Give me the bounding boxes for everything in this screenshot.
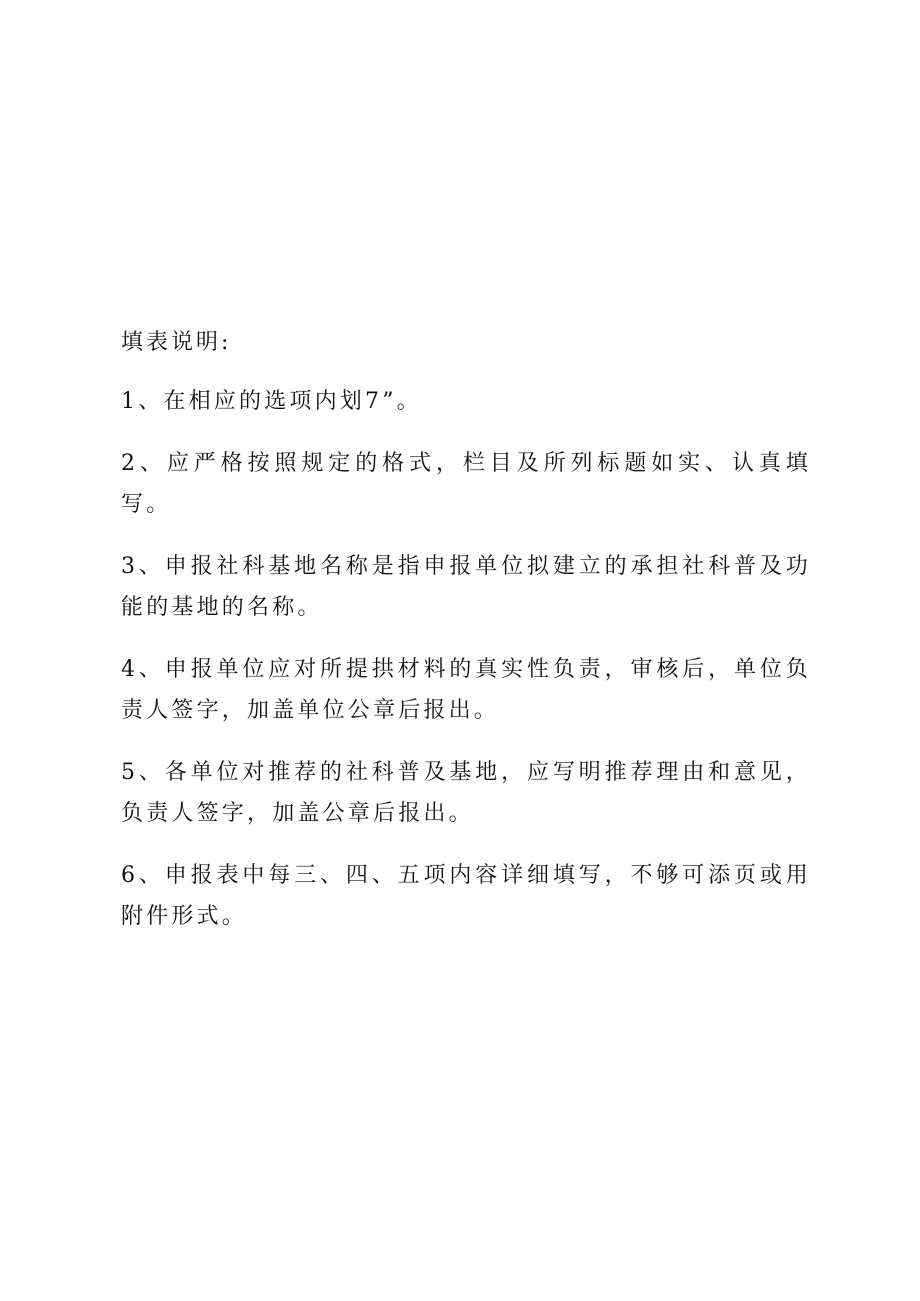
instruction-item-6: 6、申报表中每三、四、五项内容详细填写，不够可添页或用附件形式。: [121, 863, 811, 929]
instruction-item-5: 5、各单位对推荐的社科普及基地，应写明推荐理由和意见，负责人签字，加盖公章后报出。: [121, 760, 811, 826]
instruction-item-1: 1、在相应的选项内划7”。: [121, 389, 422, 414]
instructions-section: [121, 325, 811, 958]
instruction-item-4: 4、申报单位应对所提拱材料的真实性负责，审核后，单位负责人签字，加盖单位公章后报出。: [121, 657, 811, 723]
instruction-item-2: 2、应严格按照规定的格式，栏目及所列标题如实、认真填写。: [121, 451, 811, 517]
instructions-heading: 填表说明:: [121, 330, 232, 355]
instruction-item-3: 3、申报社科基地名称是指申报单位拟建立的承担社科普及功能的基地的名称。: [121, 554, 811, 620]
